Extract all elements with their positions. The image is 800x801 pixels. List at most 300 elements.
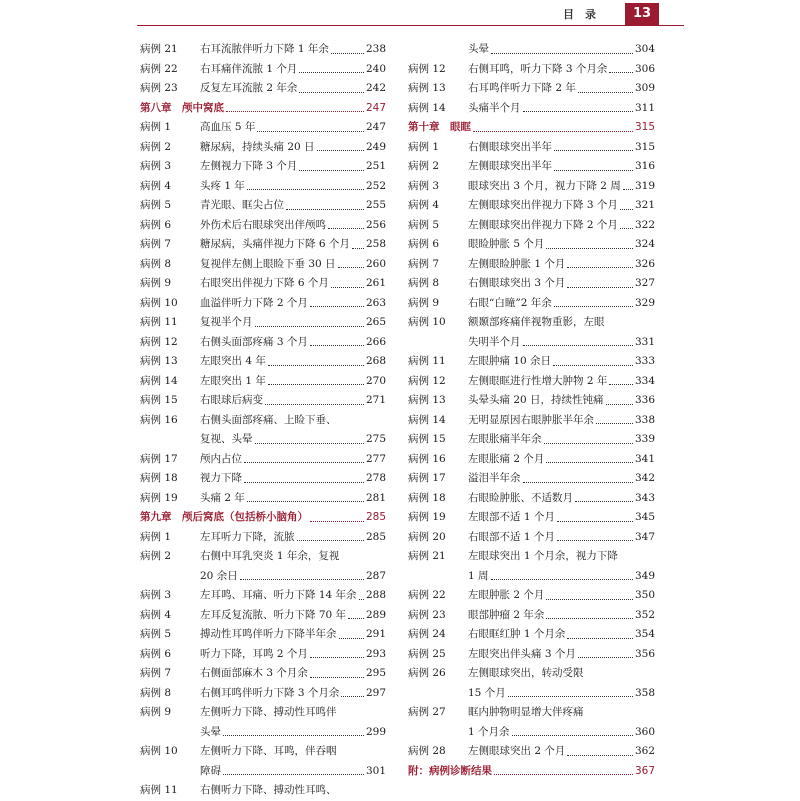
entry-title: 右眼睑肿胀、不适数月 <box>468 491 573 504</box>
case-number: 病例 24 <box>408 628 446 640</box>
toc-entry[interactable] <box>408 586 655 606</box>
page-ref: 252 <box>365 179 386 192</box>
dot-leader <box>609 72 633 73</box>
toc-entry-continuation[interactable] <box>408 723 655 743</box>
toc-entry[interactable] <box>408 430 655 450</box>
entry-title: 复视半个月 <box>200 316 253 328</box>
case-number: 病例 14 <box>408 101 446 114</box>
case-number: 病例 1 <box>140 121 172 133</box>
toc-entry[interactable] <box>140 235 386 255</box>
case-number: 病例 12 <box>408 374 446 387</box>
page-ref: 309 <box>634 82 655 94</box>
toc-entry[interactable] <box>408 216 655 236</box>
page-ref: 349 <box>634 569 655 582</box>
entry-title: 左眼部不适 1 个月 <box>468 511 555 523</box>
case-number: 病例 18 <box>140 472 178 484</box>
toc-entry[interactable] <box>140 528 386 548</box>
entry-title: 右侧耳鸣，听力下降 3 个月余 <box>468 62 608 75</box>
entry-title: 右侧眼球突出半年 <box>468 140 552 153</box>
page-ref: 316 <box>634 160 655 172</box>
entry-title: 头痛 2 年 <box>200 491 245 504</box>
entry-title: 左侧眼球突出半年 <box>468 160 552 172</box>
page-ref: 338 <box>634 413 655 426</box>
case-number: 病例 3 <box>408 179 440 192</box>
dot-leader <box>546 599 633 600</box>
page-ref: 331 <box>634 335 655 348</box>
case-number: 病例 4 <box>140 179 172 192</box>
toc-chapter-heading[interactable] <box>408 118 655 138</box>
dot-leader <box>523 111 633 112</box>
dot-leader <box>317 150 364 151</box>
case-number: 病例 4 <box>140 608 172 621</box>
dot-leader <box>240 579 364 580</box>
page-ref: 326 <box>634 257 655 270</box>
entry-title: 颅内占位 <box>200 452 242 465</box>
entry-title: 右耳鸣伴听力下降 2 年 <box>468 82 576 94</box>
entry-title: 血溢伴听力下降 2 个月 <box>200 296 308 309</box>
page-ref: 261 <box>365 277 386 289</box>
case-number: 病例 21 <box>408 550 446 562</box>
page-ref: 315 <box>634 140 655 153</box>
dot-leader <box>299 170 364 171</box>
page-ref: 304 <box>634 43 655 55</box>
toc-entry[interactable] <box>408 411 655 431</box>
entry-title: 外伤术后右眼球突出伴颅鸣 <box>200 218 326 231</box>
page-ref: 256 <box>365 218 386 231</box>
dot-leader <box>257 131 364 132</box>
toc-entry[interactable] <box>140 391 386 411</box>
toc-entry[interactable] <box>140 664 386 684</box>
dot-leader <box>297 540 364 541</box>
dot-leader <box>255 443 364 444</box>
entry-title: 右眼球后病变 <box>200 394 263 406</box>
toc-entry[interactable] <box>408 469 655 489</box>
entry-title: 左眼突出伴头痛 3 个月 <box>468 647 576 660</box>
dot-leader <box>554 150 633 151</box>
dot-leader <box>299 72 364 73</box>
dot-leader <box>596 423 633 424</box>
dot-leader <box>512 735 633 736</box>
toc-entry[interactable] <box>408 508 655 528</box>
dot-leader <box>310 657 364 658</box>
entry-title: 15 个月 <box>468 686 506 699</box>
case-number: 病例 13 <box>408 82 446 94</box>
toc-entry[interactable] <box>140 177 386 197</box>
entry-title: 左侧听力下降、搏动性耳鸣伴 <box>200 706 337 718</box>
page-ref: 288 <box>365 589 386 601</box>
toc-entry[interactable] <box>140 372 386 392</box>
dot-leader <box>567 287 633 288</box>
case-number: 病例 17 <box>140 452 178 465</box>
toc-entry[interactable] <box>140 118 386 138</box>
dot-leader <box>567 638 633 639</box>
entry-title: 右眼突出伴视力下降 6 个月 <box>200 277 329 289</box>
page-ref: 242 <box>365 82 386 94</box>
entry-title: 头疼 1 年 <box>200 179 245 192</box>
dot-leader <box>523 345 633 346</box>
case-number: 病例 9 <box>140 706 172 718</box>
case-number: 病例 27 <box>408 706 446 718</box>
toc-entry[interactable] <box>140 313 386 333</box>
dot-leader <box>546 618 633 619</box>
page-ref: 356 <box>634 647 655 660</box>
toc-entry[interactable] <box>408 274 655 294</box>
toc-entry[interactable] <box>140 489 386 509</box>
entry-title: 搏动性耳鸣伴听力下降半年余 <box>200 628 337 640</box>
dot-leader <box>546 248 633 249</box>
toc-entry-continuation[interactable] <box>140 567 386 587</box>
entry-title: 眼球突出 3 个月，视力下降 2 周 <box>468 179 621 192</box>
dot-leader <box>494 774 633 775</box>
entry-title: 失明半个月 <box>468 335 521 348</box>
entry-title: 右耳痛伴流脓 1 个月 <box>200 62 298 75</box>
case-number: 病例 8 <box>140 686 172 699</box>
dot-leader <box>359 599 364 600</box>
entry-title: 右侧眼球突出 3 个月 <box>468 277 566 289</box>
toc-entry[interactable] <box>140 547 386 567</box>
dot-leader <box>553 365 633 366</box>
dot-leader <box>268 384 364 385</box>
page-ref: 321 <box>634 199 655 211</box>
case-number: 病例 3 <box>140 589 172 601</box>
case-number: 病例 23 <box>140 82 178 94</box>
page-ref: 277 <box>365 452 386 465</box>
dot-leader <box>578 657 633 658</box>
dot-leader <box>557 521 633 522</box>
entry-title: 左眼肿胀 2 个月 <box>468 589 545 601</box>
case-number: 病例 7 <box>408 257 440 270</box>
page-ref: 268 <box>365 355 386 367</box>
header-rule <box>137 25 684 26</box>
case-number: 病例 2 <box>140 550 172 562</box>
dot-leader <box>554 306 633 307</box>
dot-leader <box>341 696 364 697</box>
toc-entry[interactable] <box>140 40 386 60</box>
toc-entry[interactable] <box>408 99 655 119</box>
page-ref: 324 <box>634 238 655 250</box>
case-number: 病例 23 <box>408 608 446 621</box>
dot-leader <box>299 92 364 93</box>
case-number: 病例 20 <box>408 530 446 543</box>
case-number: 病例 25 <box>408 647 446 660</box>
case-number: 病例 15 <box>140 394 178 406</box>
toc-entry-continuation[interactable] <box>408 567 655 587</box>
toc-entry[interactable] <box>140 469 386 489</box>
chapter-title: 附：病例诊断结果 <box>408 764 492 777</box>
dot-leader <box>286 209 364 210</box>
page-ref: 362 <box>634 745 655 757</box>
dot-leader <box>567 755 633 756</box>
entry-title: 左眼肿痛 10 余日 <box>468 355 552 367</box>
page-ref: 263 <box>365 296 386 309</box>
case-number: 病例 8 <box>408 277 440 289</box>
toc-left-column <box>140 40 386 801</box>
case-number: 病例 11 <box>140 784 178 796</box>
page-ref: 339 <box>634 433 655 445</box>
page-ref: 299 <box>365 725 386 738</box>
toc-entry[interactable] <box>408 294 655 314</box>
case-number: 病例 5 <box>408 218 440 231</box>
toc-entry[interactable] <box>140 216 386 236</box>
entry-title: 右侧面部麻木 3 个月余 <box>200 667 308 679</box>
toc-entry[interactable] <box>408 625 655 645</box>
toc-entry[interactable] <box>408 157 655 177</box>
page-ref: 333 <box>634 355 655 367</box>
toc-chapter-heading[interactable] <box>140 99 386 119</box>
dot-leader <box>623 189 633 190</box>
entry-title: 青光眼、眶尖占位 <box>200 199 284 211</box>
entry-title: 右眼眶红肿 1 个月余 <box>468 628 566 640</box>
case-number: 病例 9 <box>408 296 440 309</box>
case-number: 病例 12 <box>140 335 178 348</box>
page-ref: 343 <box>634 491 655 504</box>
dot-leader <box>348 618 364 619</box>
entry-title: 左侧眼球突出 2 个月 <box>468 745 566 757</box>
page-ref: 329 <box>634 296 655 309</box>
toc-entry[interactable] <box>140 196 386 216</box>
case-number: 病例 11 <box>140 316 178 328</box>
chapter-title: 第十章 眼眶 <box>408 121 471 133</box>
dot-leader <box>268 365 364 366</box>
entry-title: 头痛半个月 <box>468 101 521 114</box>
case-number: 病例 2 <box>408 160 440 172</box>
toc-entry[interactable] <box>408 391 655 411</box>
dot-leader <box>244 462 364 463</box>
page-ref: 367 <box>634 764 655 777</box>
dot-leader <box>339 638 364 639</box>
page-ref: 352 <box>634 608 655 621</box>
entry-title: 听力下降，耳鸣 2 个月 <box>200 647 308 660</box>
page-ref: 360 <box>634 725 655 738</box>
case-number: 病例 16 <box>140 413 178 426</box>
page-ref: 271 <box>365 394 386 406</box>
case-number: 病例 19 <box>140 491 178 504</box>
entry-title: 左耳听力下降，流脓 <box>200 530 295 543</box>
toc-entry-continuation[interactable] <box>408 684 655 704</box>
toc-entry-continuation[interactable] <box>140 762 386 782</box>
toc-entry[interactable] <box>140 60 386 80</box>
case-number: 病例 26 <box>408 667 446 679</box>
case-number: 病例 16 <box>408 452 446 465</box>
page-ref: 247 <box>365 121 386 133</box>
page-ref: 350 <box>634 589 655 601</box>
case-number: 病例 9 <box>140 277 172 289</box>
toc-entry[interactable] <box>408 313 655 333</box>
toc-chapter-heading[interactable] <box>140 508 386 528</box>
toc-entry[interactable] <box>140 781 386 801</box>
toc-entry[interactable] <box>408 489 655 509</box>
page-ref: 291 <box>365 628 386 640</box>
entry-title: 高血压 5 年 <box>200 121 256 133</box>
case-number: 病例 7 <box>140 238 172 250</box>
entry-title: 左侧视力下降 3 个月 <box>200 160 298 172</box>
toc-entry[interactable] <box>140 157 386 177</box>
entry-title: 右侧听力下降、搏动性耳鸣、 <box>200 784 337 796</box>
toc-entry[interactable] <box>140 586 386 606</box>
toc-entry[interactable] <box>408 528 655 548</box>
entry-title: 糖尿病，头痛伴视力下降 6 个月 <box>200 238 350 250</box>
entry-title: 眼部肿瘤 2 年余 <box>468 608 545 621</box>
entry-title: 左侧眼睑肿胀 1 个月 <box>468 257 566 270</box>
entry-title: 眶内肿物明显增大伴疼痛 <box>468 706 584 718</box>
page-ref: 281 <box>365 491 386 504</box>
toc-entry[interactable] <box>140 411 386 431</box>
page-ref: 285 <box>365 511 386 523</box>
dot-leader <box>620 209 633 210</box>
toc-chapter-heading[interactable] <box>408 762 655 782</box>
toc-entry[interactable] <box>140 352 386 372</box>
entry-title: 复视伴左侧上眼睑下垂 30 日 <box>200 257 336 270</box>
entry-title: 眼睑肿胀 5 个月 <box>468 238 545 250</box>
toc-entry[interactable] <box>408 645 655 665</box>
toc-entry[interactable] <box>140 274 386 294</box>
dot-leader <box>508 696 633 697</box>
page-ref: 345 <box>634 511 655 523</box>
toc-entry[interactable] <box>408 177 655 197</box>
toc-entry[interactable] <box>140 703 386 723</box>
entry-title: 1 个月余 <box>468 725 510 738</box>
entry-title: 左眼胀痛 2 个月 <box>468 452 545 465</box>
toc-entry[interactable] <box>140 645 386 665</box>
page-ref: 275 <box>365 433 386 445</box>
toc-entry[interactable] <box>408 196 655 216</box>
dot-leader <box>331 53 364 54</box>
case-number: 病例 17 <box>408 472 446 484</box>
toc-entry-continuation[interactable] <box>140 723 386 743</box>
entry-title: 右侧头面部疼痛 3 个月 <box>200 335 308 348</box>
toc-entry-continuation[interactable] <box>408 333 655 353</box>
toc-entry-continuation[interactable] <box>140 430 386 450</box>
case-number: 病例 7 <box>140 667 172 679</box>
toc-entry[interactable] <box>140 742 386 762</box>
entry-title: 左眼突出 1 年 <box>200 374 266 387</box>
case-number: 病例 4 <box>408 199 440 211</box>
case-number: 病例 11 <box>408 355 446 367</box>
dot-leader <box>223 735 364 736</box>
toc-entry[interactable] <box>408 235 655 255</box>
toc-entry[interactable] <box>408 547 655 567</box>
page-ref: 278 <box>365 472 386 484</box>
page-ref: 238 <box>365 43 386 55</box>
page-ref: 315 <box>634 121 655 133</box>
entry-title: 障碍 <box>200 764 221 777</box>
toc-entry[interactable] <box>408 79 655 99</box>
entry-title: 头晕 <box>468 43 489 55</box>
toc-entry[interactable] <box>408 606 655 626</box>
case-number: 病例 5 <box>140 628 172 640</box>
toc-entry[interactable] <box>140 333 386 353</box>
case-number: 病例 10 <box>408 316 446 328</box>
dot-leader <box>544 443 633 444</box>
page-ref: 334 <box>634 374 655 387</box>
page-ref: 301 <box>365 764 386 777</box>
entry-title: 20 余日 <box>200 569 238 582</box>
toc-entry[interactable] <box>408 703 655 723</box>
entry-title: 无明显原因右眼肿胀半年余 <box>468 413 594 426</box>
dot-leader <box>338 267 364 268</box>
dot-leader <box>352 248 364 249</box>
case-number: 病例 12 <box>408 62 446 75</box>
dot-leader <box>491 579 633 580</box>
toc-entry[interactable] <box>408 352 655 372</box>
case-number: 病例 13 <box>408 394 446 406</box>
toc-entry[interactable] <box>140 450 386 470</box>
dot-leader <box>310 306 364 307</box>
entry-title: 左耳鸣、耳痛、听力下降 14 年余 <box>200 589 357 601</box>
entry-title: 左眼球突出 1 个月余，视力下降 <box>468 550 618 562</box>
page-ref: 285 <box>365 530 386 543</box>
toc-entry-continuation[interactable] <box>408 40 655 60</box>
dot-leader <box>620 228 633 229</box>
toc-entry[interactable] <box>408 664 655 684</box>
page-ref: 336 <box>634 394 655 406</box>
page-ref: 342 <box>634 472 655 484</box>
case-number: 病例 28 <box>408 745 446 757</box>
toc-entry[interactable] <box>140 255 386 275</box>
toc-entry[interactable] <box>408 60 655 80</box>
entry-title: 右眼“白瞳”2 年余 <box>468 296 552 309</box>
dot-leader <box>247 189 364 190</box>
dot-leader <box>310 677 364 678</box>
toc-entry[interactable] <box>140 606 386 626</box>
entry-title: 右侧头面部疼痛、上睑下垂、 <box>200 413 337 426</box>
toc-entry[interactable] <box>140 684 386 704</box>
toc-entry[interactable] <box>140 79 386 99</box>
entry-title: 额颞部疼痛伴视物重影，左眼 <box>468 316 605 328</box>
toc-entry[interactable] <box>140 625 386 645</box>
toc-entry[interactable] <box>408 742 655 762</box>
toc-entry[interactable] <box>140 138 386 158</box>
case-number: 病例 22 <box>408 589 446 601</box>
case-number: 病例 10 <box>140 296 178 309</box>
dot-leader <box>223 774 364 775</box>
page-ref: 270 <box>365 374 386 387</box>
entry-title: 左耳反复流脓、听力下降 70 年 <box>200 608 347 621</box>
page-ref: 311 <box>634 101 655 114</box>
page-ref: 306 <box>634 62 655 75</box>
entry-title: 溢泪半年余 <box>468 472 521 484</box>
entry-title: 头晕头痛 20 日，持续性钝痛 <box>468 394 604 406</box>
page-ref: 297 <box>365 686 386 699</box>
chapter-title: 第九章 颅后窝底（包括桥小脑角） <box>140 511 308 523</box>
entry-title: 左侧眼眶进行性增大肿物 2 年 <box>468 374 608 387</box>
page-ref: 240 <box>365 62 386 75</box>
toc-entry[interactable] <box>408 372 655 392</box>
page-ref: 265 <box>365 316 386 328</box>
toc-entry[interactable] <box>408 138 655 158</box>
toc-entry[interactable] <box>408 450 655 470</box>
entry-title: 左眼突出 4 年 <box>200 355 266 367</box>
case-number: 病例 6 <box>408 238 440 250</box>
entry-title: 右侧中耳乳突炎 1 年余，复视 <box>200 550 340 562</box>
entry-title: 1 周 <box>468 569 489 582</box>
entry-title: 左侧听力下降、耳鸣，伴吞咽 <box>200 745 337 757</box>
case-number: 病例 3 <box>140 160 172 172</box>
dot-leader <box>567 267 633 268</box>
page-ref: 289 <box>365 608 386 621</box>
toc-entry[interactable] <box>140 294 386 314</box>
case-number: 病例 18 <box>408 491 446 504</box>
entry-title: 右耳流脓伴听力下降 1 年余 <box>200 43 329 55</box>
case-number: 病例 10 <box>140 745 178 757</box>
page-ref: 327 <box>634 277 655 289</box>
page-ref: 266 <box>365 335 386 348</box>
entry-title: 左眼胀痛半年余 <box>468 433 542 445</box>
page-ref: 251 <box>365 160 386 172</box>
toc-entry[interactable] <box>408 255 655 275</box>
page-ref: 295 <box>365 667 386 679</box>
dot-leader <box>554 170 633 171</box>
